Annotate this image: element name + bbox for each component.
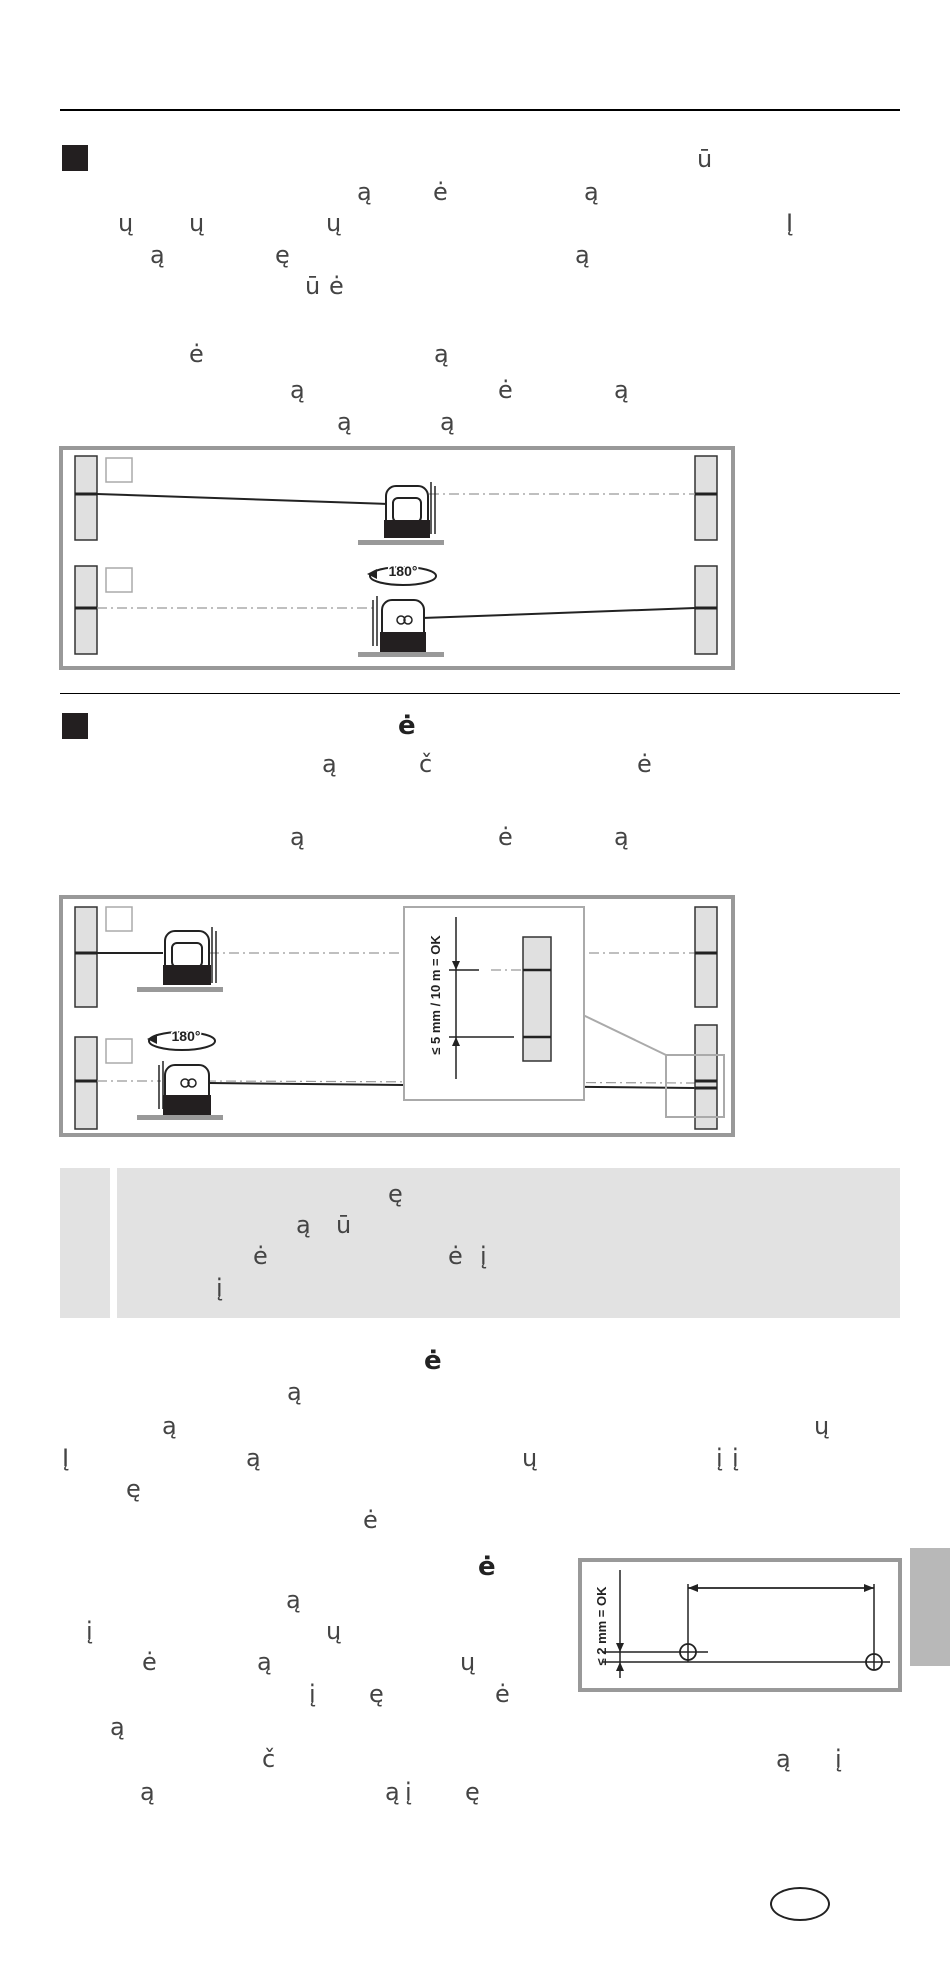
text-char: ų bbox=[814, 1412, 830, 1440]
laser-check-figure-3 bbox=[578, 1558, 902, 1692]
wall-panel bbox=[75, 1037, 97, 1129]
text-char: ų bbox=[326, 209, 342, 237]
text-char: ą bbox=[614, 376, 629, 404]
text-char: ą bbox=[434, 340, 449, 368]
text-char: ū bbox=[697, 145, 713, 173]
text-char: ų bbox=[189, 209, 205, 237]
wall-panel bbox=[695, 566, 717, 654]
wall-panel bbox=[75, 907, 97, 1007]
side-tab bbox=[910, 1548, 950, 1666]
text-char: ų bbox=[522, 1444, 538, 1472]
text-char: ė bbox=[498, 376, 513, 404]
text-char: ą bbox=[246, 1444, 261, 1472]
text-char: ą bbox=[150, 241, 165, 269]
text-char: į bbox=[405, 1778, 412, 1806]
text-char: č bbox=[419, 750, 433, 778]
tolerance-label: ≤ 2 mm = OK bbox=[594, 1586, 609, 1666]
text-char: ė bbox=[498, 823, 513, 851]
text-char: ė bbox=[363, 1506, 378, 1534]
text-char: ą bbox=[287, 1378, 302, 1406]
number-box bbox=[106, 568, 132, 592]
text-char: į bbox=[835, 1745, 842, 1773]
text-char: ė bbox=[329, 272, 344, 300]
wall-panel bbox=[75, 566, 97, 654]
laser-check-figure-2 bbox=[59, 895, 735, 1137]
text-char: ą bbox=[614, 823, 629, 851]
text-char: ė bbox=[495, 1680, 510, 1708]
text-char: ū bbox=[305, 272, 321, 300]
number-box bbox=[106, 1039, 132, 1063]
laser-device bbox=[384, 482, 435, 538]
text-char: ą bbox=[162, 1412, 177, 1440]
text-char: ą bbox=[584, 178, 599, 206]
tolerance-label: ≤ 5 mm / 10 m = OK bbox=[428, 935, 443, 1055]
floor bbox=[358, 652, 444, 657]
wall-panel bbox=[695, 456, 717, 540]
note-char: į bbox=[216, 1274, 223, 1302]
text-char: ė bbox=[189, 340, 204, 368]
top-rule bbox=[60, 109, 900, 111]
wall-panel bbox=[695, 907, 717, 1007]
text-char: č bbox=[262, 1745, 276, 1773]
wall-panel bbox=[75, 456, 97, 540]
floor bbox=[358, 540, 444, 545]
section-rule bbox=[60, 693, 900, 694]
section-marker bbox=[62, 145, 88, 171]
text-char: ą bbox=[322, 750, 337, 778]
note-side-strip bbox=[60, 1168, 110, 1318]
heading-char: ė bbox=[398, 711, 416, 741]
text-char: ė bbox=[637, 750, 652, 778]
note-char: ę bbox=[388, 1180, 403, 1208]
text-char: ę bbox=[275, 241, 290, 269]
note-char: ė bbox=[253, 1242, 268, 1270]
note-box bbox=[117, 1168, 900, 1318]
text-char: į bbox=[309, 1680, 316, 1708]
wall-panel bbox=[695, 1025, 717, 1129]
text-char: Į bbox=[62, 1444, 70, 1472]
laser-device-rotated bbox=[159, 1061, 211, 1115]
note-char: į bbox=[480, 1242, 487, 1270]
text-char: į bbox=[716, 1444, 723, 1472]
text-char: į bbox=[86, 1617, 93, 1645]
text-char: ė bbox=[142, 1648, 157, 1676]
floor bbox=[137, 1115, 223, 1120]
text-char: ę bbox=[465, 1778, 480, 1806]
detail-panel bbox=[523, 937, 551, 1061]
heading-char: ė bbox=[478, 1552, 496, 1582]
text-char: ą bbox=[286, 1586, 301, 1614]
text-char: ų bbox=[460, 1648, 476, 1676]
text-char: į bbox=[732, 1444, 739, 1472]
text-char: ę bbox=[126, 1475, 141, 1503]
text-char: ą bbox=[140, 1778, 155, 1806]
section-marker bbox=[62, 713, 88, 739]
text-char: Į bbox=[786, 209, 794, 237]
text-char: ę bbox=[369, 1680, 384, 1708]
text-char: ą bbox=[776, 1745, 791, 1773]
text-char: ų bbox=[118, 209, 134, 237]
text-char: ė bbox=[433, 178, 448, 206]
heading-char: ė bbox=[424, 1346, 442, 1376]
rotation-label: 180° bbox=[388, 563, 418, 579]
floor bbox=[137, 987, 223, 992]
number-box bbox=[106, 458, 132, 482]
number-box bbox=[106, 907, 132, 931]
text-char: ą bbox=[290, 823, 305, 851]
laser-device bbox=[163, 927, 216, 985]
note-char: ė bbox=[448, 1242, 463, 1270]
text-char: ą bbox=[385, 1778, 400, 1806]
text-char: ą bbox=[290, 376, 305, 404]
note-char: ū bbox=[336, 1211, 352, 1239]
rotation-label: 180° bbox=[171, 1028, 201, 1044]
text-char: ą bbox=[357, 178, 372, 206]
text-char: ą bbox=[440, 408, 455, 436]
laser-check-figure-1 bbox=[59, 446, 735, 670]
text-char: ą bbox=[337, 408, 352, 436]
text-char: ą bbox=[257, 1648, 272, 1676]
text-char: ų bbox=[326, 1617, 342, 1645]
text-char: ą bbox=[110, 1713, 125, 1741]
page-number-oval bbox=[770, 1887, 830, 1921]
text-char: ą bbox=[575, 241, 590, 269]
note-char: ą bbox=[296, 1211, 311, 1239]
